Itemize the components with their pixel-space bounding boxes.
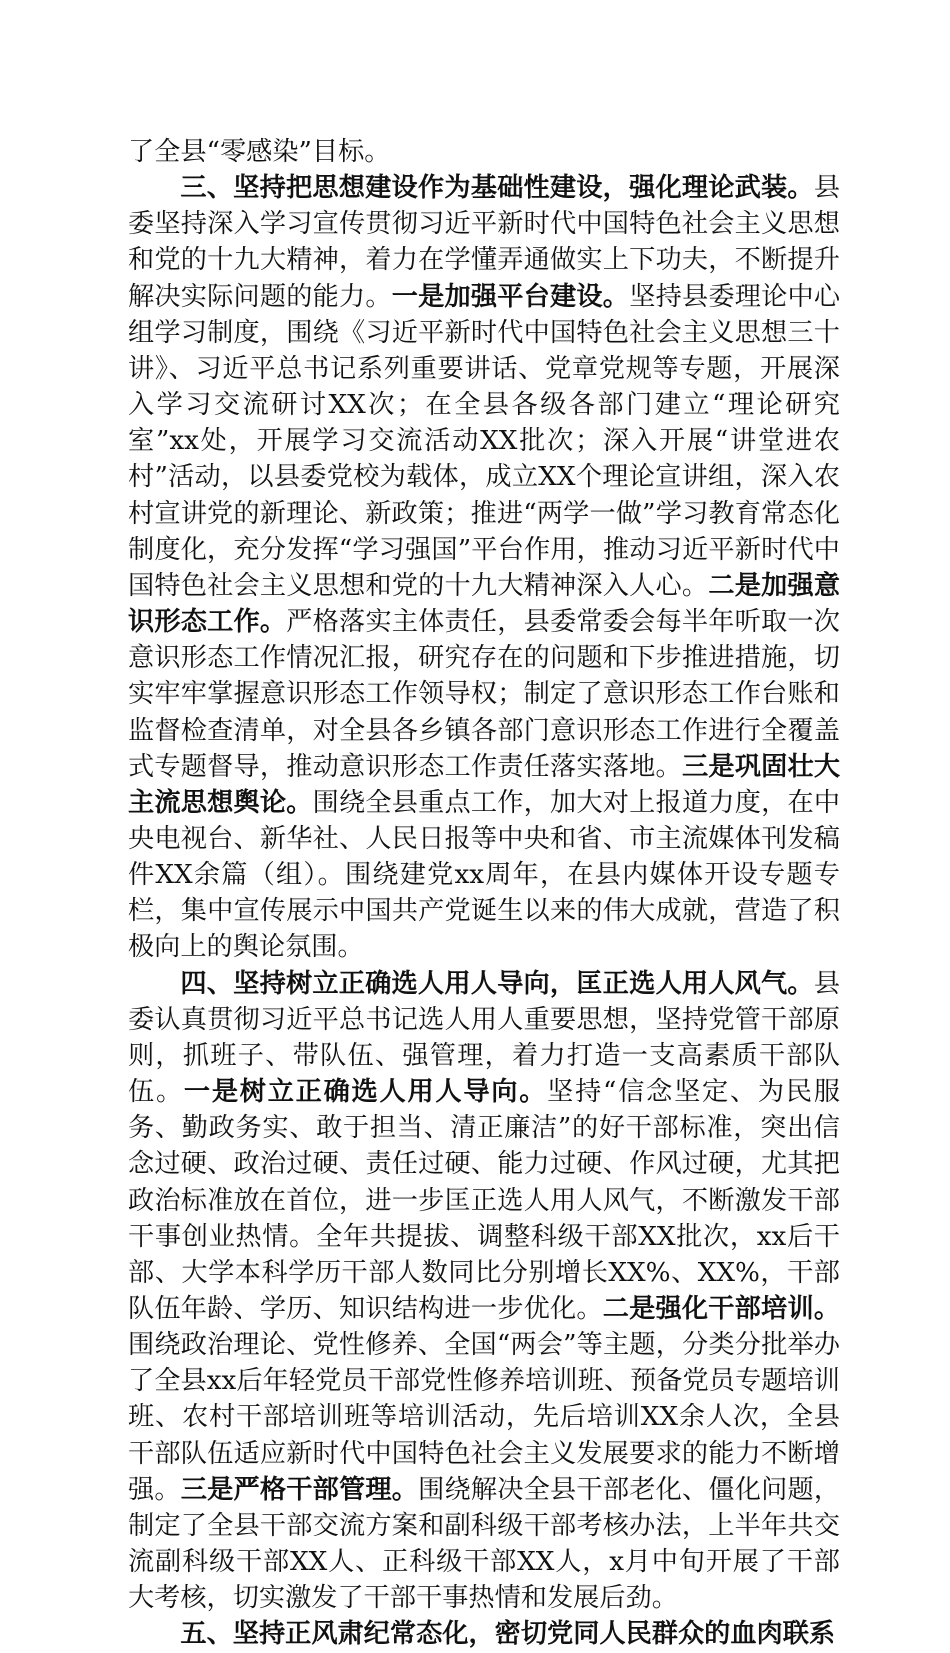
subpoint-heading: 一是树立正确选人用人导向。 <box>183 1076 548 1108</box>
paragraph-text: 坚持“信念坚定、为民服务、勤政务实、敢于担当、清正廉洁”的好干部标准，突出信念过硬、政治过硬、责任过硬、能力过硬、作风过硬，尤其把政治标准放在首位，进一步匡正选人用人风气，不断激发干部干事创业热情。全年共提拔、调整科级干部XX批次，xx后干部、大学本科学历干部人数同比分别增长XX%、XX%，干部队伍年龄、学历、知识结构进一步优化。 <box>128 1077 841 1324</box>
section-heading: 五、坚持正风肃纪常态化，密切党同人民群众的血肉联系 <box>180 1618 836 1650</box>
subpoint-heading: 三是巩固壮大主流思想舆论。 <box>128 750 841 818</box>
subpoint-heading: 三是严格干部管理。 <box>180 1473 419 1505</box>
section-heading: 三、坚持把思想建设作为基础性建设，强化理论武装。 <box>180 172 814 204</box>
subpoint-heading: 二是加强意识形态工作。 <box>128 569 841 638</box>
paragraph-text: 严格落实主体责任，县委常委会每半年听取一次意识形态工作情况汇报，研究存在的问题和下步推进措施，切实牢牢掌握意识形态工作领导权；制定了意识形态工作台账和监督检查清单，对全县各乡镇各部门意识形态工作进行全覆盖式专题督导，推动意识形态工作责任落实落地。 <box>128 607 840 782</box>
section-four-paragraph <box>128 966 840 1617</box>
section-three-paragraph <box>128 170 840 965</box>
paragraph-text: 围绕政治理论、党性修养、全国“两会”等主题，分类分批举办了全县xx后年轻党员干部党性修养培训班、预备党员专题培训班、农村干部培训班等培训活动，先后培训XX余人次，全县干部队伍适应新时代中国特色社会主义发展要求的能力不断增强。 <box>128 1330 840 1505</box>
subpoint-heading: 一是加强平台建设。 <box>391 280 630 312</box>
paragraph-text: 围绕解决全县干部老化、僵化问题，制定了全县干部交流方案和副科级干部考核办法，上半年共交流副科级干部XX人、正科级干部XX人，x月中旬开展了干部大考核，切实激发了干部干事热情和发展后劲。 <box>128 1474 841 1614</box>
paragraph-text: 围绕全县重点工作，加大对上报道力度，在中央电视台、新华社、人民日报等中央和省、市主流媒体刊发稿件XX余篇（组）。围绕建党xx周年，在县内媒体开设专题专栏，集中宣传展示中国共产党诞生以来的伟大成就，营造了积极向上的舆论氛围。 <box>128 787 841 963</box>
section-five-paragraph <box>128 1616 840 1652</box>
paragraph-text: 了全县“零感染”目标。 <box>128 137 391 167</box>
document-page <box>128 134 840 1653</box>
paragraph-text: 县委坚持深入学习宣传贯彻习近平新时代中国特色社会主义思想和党的十九大精神，着力在学懂弄通做实上下功夫，不断提升解决实际问题的能力。 <box>128 173 840 312</box>
subpoint-heading: 二是强化干部培训。 <box>602 1293 841 1324</box>
paragraph-text: 坚持县委理论中心组学习制度，围绕《习近平新时代中国特色社会主义思想三十讲》、习近平总书记系列重要讲话、党章党规等专题，开展深入学习交流研讨XX次；在全县各级各部门建立“理论研究室”xx处，开展学习交流活动XX批次；深入开展“讲堂进农村”活动，以县委党校为载体，成立XX个理论宣讲组，深入农村宣讲党的新理论、新政策；推进“两学一做”学习教育常态化制度化，充分发挥“学习强国”平台作用，推动习近平新时代中国特色社会主义思想和党的十九大精神深入人心。 <box>128 281 841 601</box>
paragraph-continuation <box>128 134 840 170</box>
paragraph-text: 县委认真贯彻习近平总书记选人用人重要思想，坚持党管干部原则，抓班子、带队伍、强管理，着力打造一支高素质干部队伍。 <box>128 968 840 1108</box>
section-heading: 四、坚持树立正确选人用人导向，匡正选人用人风气。 <box>180 967 814 999</box>
